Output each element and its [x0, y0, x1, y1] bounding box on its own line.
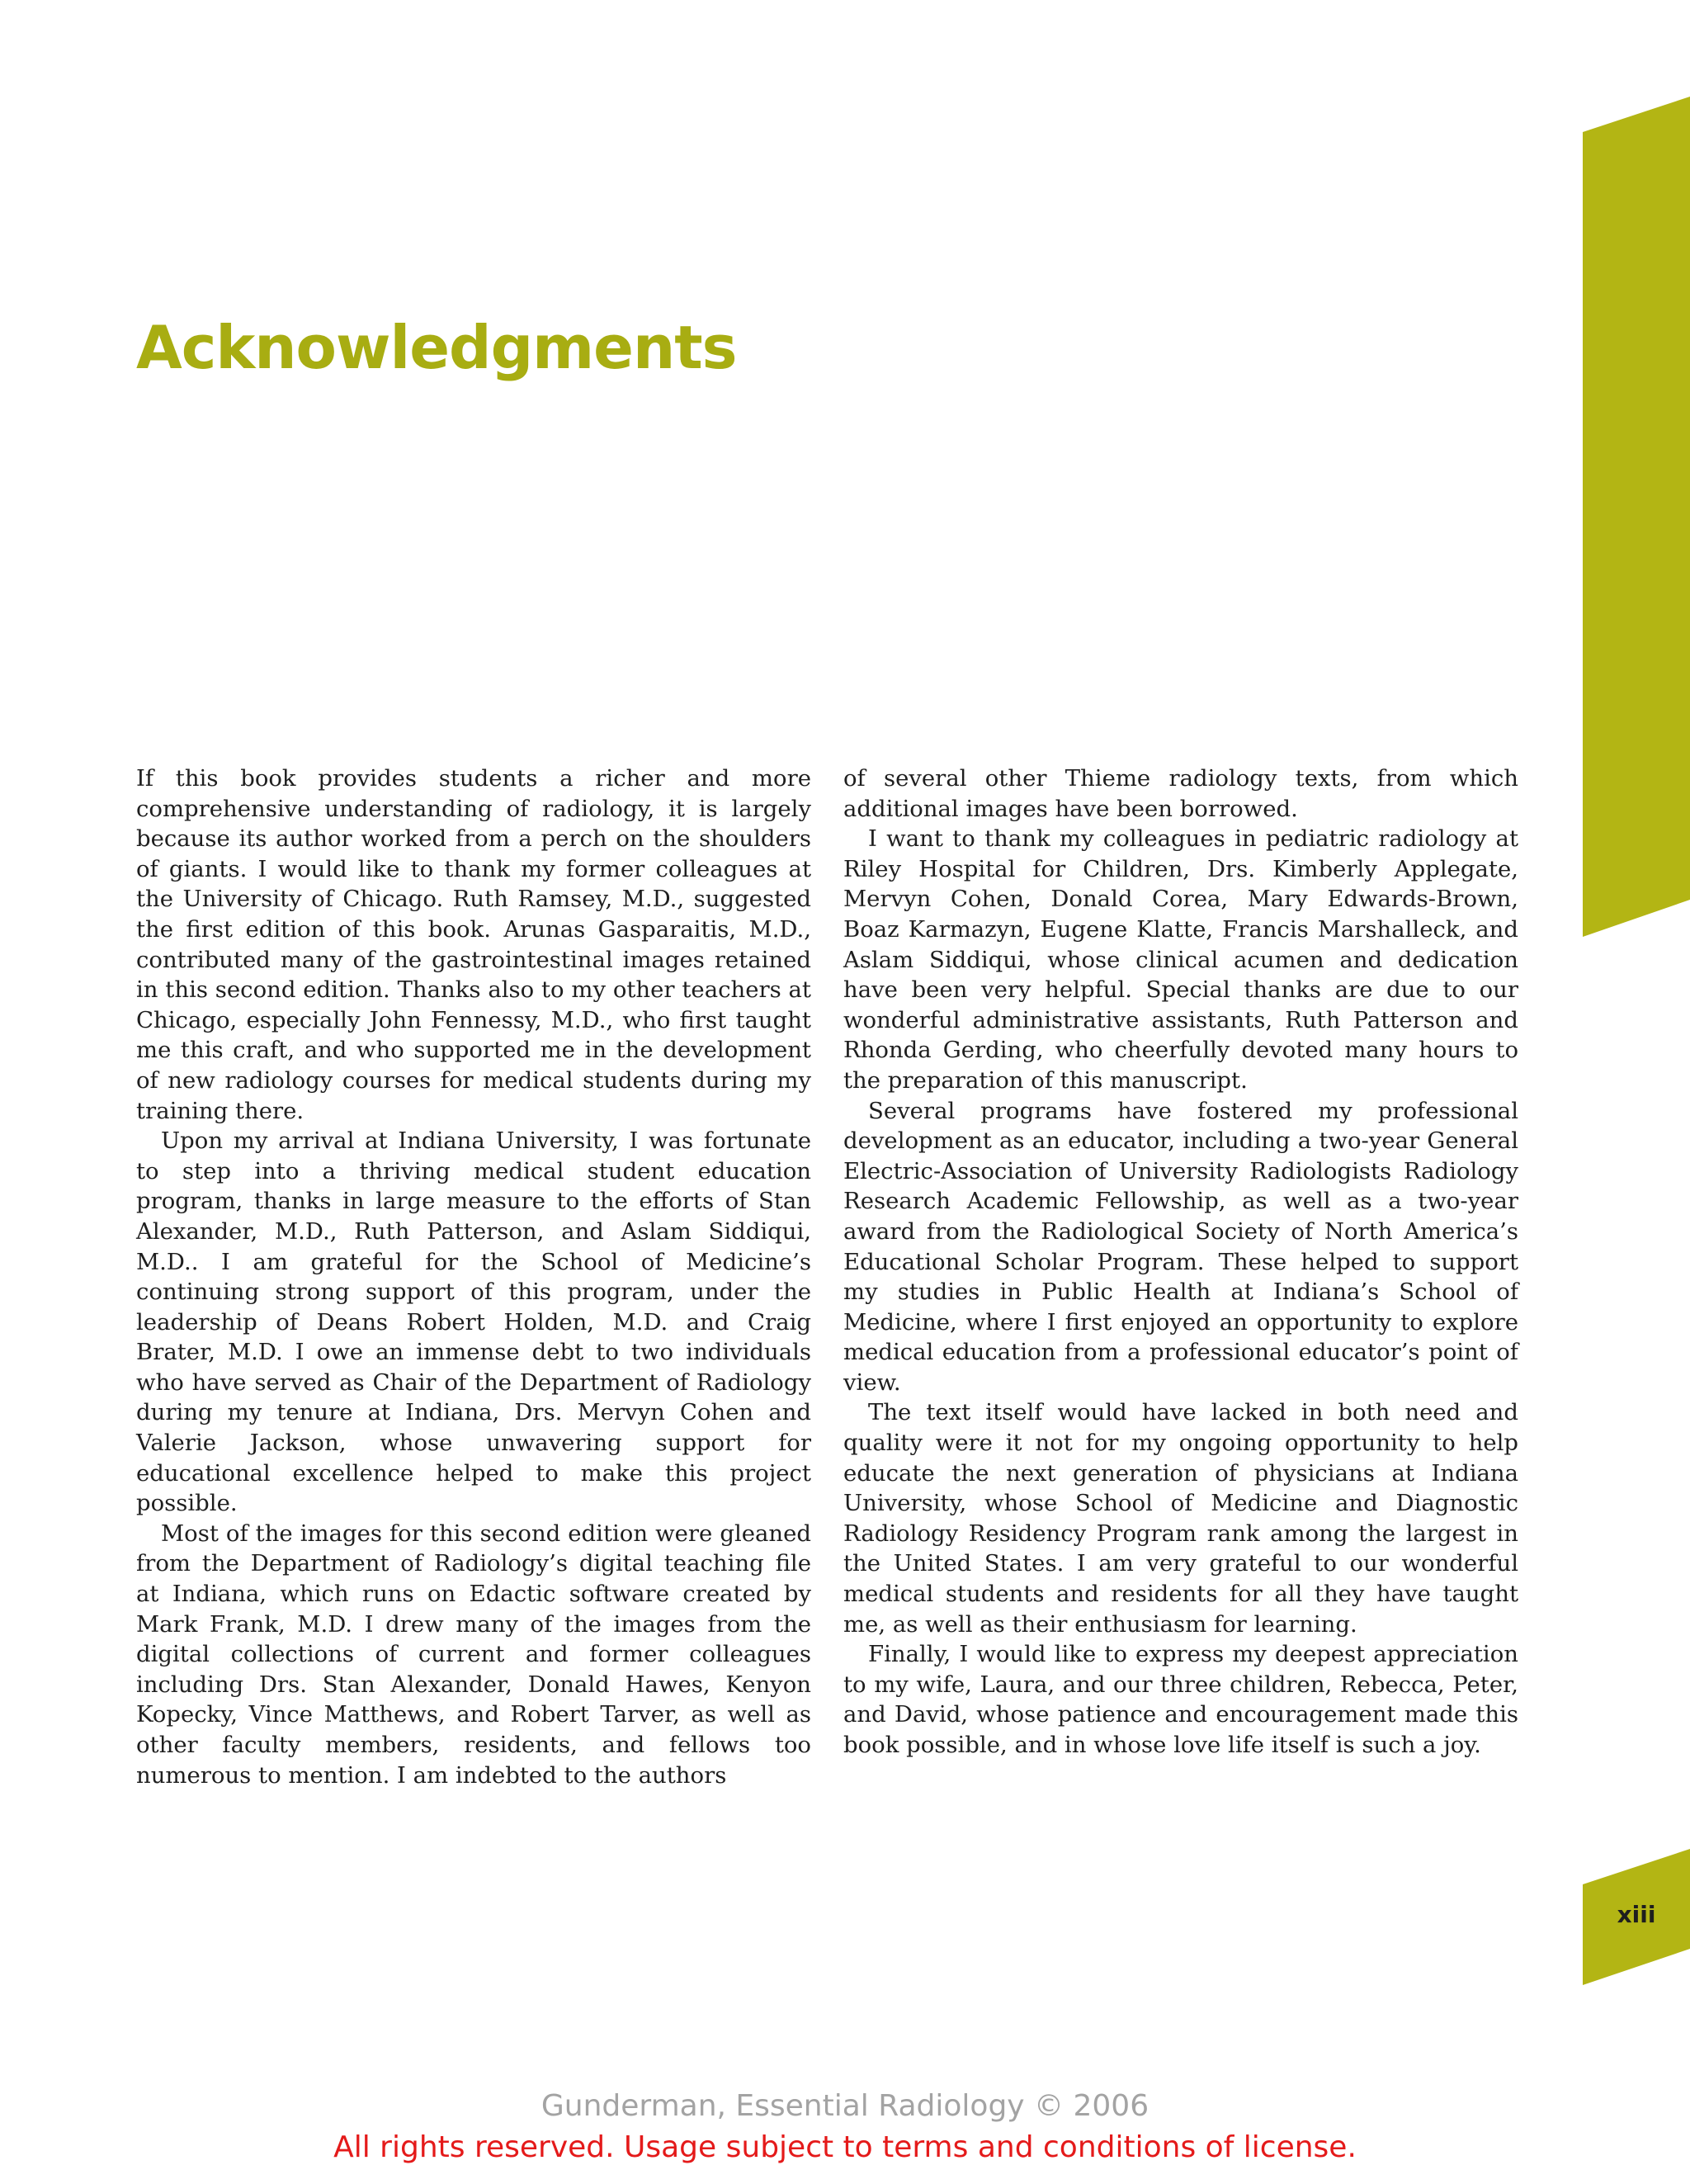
page-number: xiii — [1617, 1901, 1656, 1928]
paragraph-continuation: of several other Thieme radiology texts, from which additional images have been borrowed. — [843, 765, 1518, 822]
right-column — [843, 763, 1518, 1758]
paragraph: I want to thank my colleagues in pediatric radiology at Riley Hospital for Children, Drs. Kimberly Applegate, Mervyn Cohen, Donald Corea, Mary Edwards-Brown, Boaz Karmazyn, Eugene Klatte, Francis Marshalleck, and Aslam Siddiqui, whose clinical acumen and dedication have been very helpful. Special thanks are due to our wonderful administrative assistants, Ruth Patterson and Rhonda Gerding, who cheerfully devoted many hours to the preparation of this manuscript. — [843, 825, 1518, 1094]
paragraph: The text itself would have lacked in both need and quality were it not for my ongoing opportunity to help educate the next generation of physicians at Indiana University, whose School of Medicine and Diagnostic Radiology Residency Program rank among the largest in the United States. I am very grateful to our wonderful medical students and residents for all they have taught me, as well as their enthusiasm for learning. — [843, 1399, 1518, 1638]
side-tab-decoration — [1583, 0, 1690, 2184]
paragraph: Several programs have fostered my professional development as an educator, including a two-year General Electric-Association of University Radiologists Radiology Research Academic Fellowship, as well as a two-year award from the Radiological Society of North America’s Educational Scholar Program. These helped to support my studies in Public Health at Indiana’s School of Medicine, where I first enjoyed an opportunity to explore medical education from a professional educator’s point of view. — [843, 1097, 1518, 1396]
paragraph: Upon my arrival at Indiana University, I was fortunate to step into a thriving medical student education program, thanks in large measure to the efforts of Stan Alexander, M.D., Ruth Patterson, and Aslam Siddiqui, M.D.. I am grateful for the School of Medicine’s continuing strong support of this program, under the leadership of Deans Robert Holden, M.D. and Craig Brater, M.D. I owe an immense debt to two individuals who have served as Chair of the Department of Radiology during my tenure at Indiana, Drs. Mervyn Cohen and Valerie Jackson, whose unwavering support for educational excellence helped to make this project possible. — [136, 1127, 811, 1517]
body-text — [136, 763, 1518, 1789]
paragraph: Finally, I would like to express my deepest appreciation to my wife, Laura, and our three children, Rebecca, Peter, and David, whose patience and encouragement made this book possible, and in whose love life itself is such a joy. — [843, 1641, 1518, 1758]
chapter-tab-shape — [1583, 97, 1690, 937]
paragraph: If this book provides students a richer and more comprehensive understanding of radiology, it is largely because its author worked from a perch on the shoulders of giants. I would like to thank my former colleagues at the University of Chicago. Ruth Ramsey, M.D., suggested the first edition of this book. Arunas Gasparaitis, M.D., contributed many of the gastrointestinal images retained in this second edition. Thanks also to my other teachers at Chicago, especially John Fennessy, M.D., who first taught me this craft, and who supported me in the development of new radiology courses for medical students during my training there. — [136, 765, 811, 1124]
paragraph: Most of the images for this second edition were gleaned from the Department of Radiology’s digital teaching file at Indiana, which runs on Edactic software created by Mark Frank, M.D. I drew many of the images from the digital collections of current and former colleagues including Drs. Stan Alexander, Donald Hawes, Kenyon Kopecky, Vince Matthews, and Robert Tarver, as well as other faculty members, residents, and fellows too numerous to mention. I am indebted to the authors — [136, 1520, 811, 1789]
footer-rights: All rights reserved. Usage subject to terms and conditions of license. — [333, 2130, 1357, 2164]
left-column — [136, 763, 811, 1789]
page-title: Acknowledgments — [136, 313, 737, 382]
footer-copyright: Gunderman, Essential Radiology © 2006 — [541, 2089, 1149, 2123]
